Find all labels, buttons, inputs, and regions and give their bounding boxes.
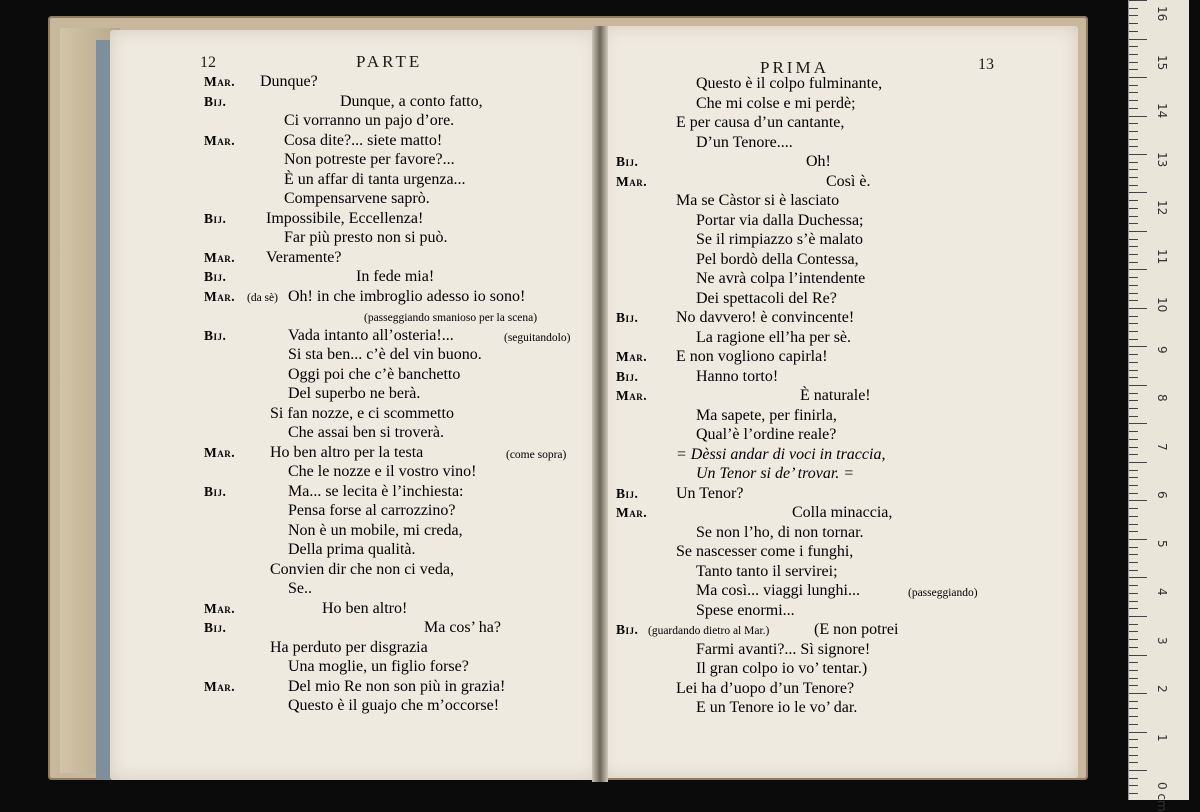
ruler-label: 2 [1155,685,1169,693]
speaker-label: Mar. [204,249,236,265]
ruler-tick [1129,362,1138,363]
ruler-tick [1129,316,1138,317]
text-line [0,698,1200,718]
verse-text: Compensarvene saprò. [284,190,430,207]
ruler-tick [1129,269,1147,270]
verse-text: E per causa d’un cantante, [676,114,845,131]
text-line [0,94,1200,114]
verse-text: Una moglie, un figlio forse? [288,658,469,675]
text-line [0,640,1200,660]
ruler-tick [1129,208,1138,209]
ruler-tick [1129,778,1138,779]
text-line [0,581,1200,601]
speaker-label: Mar. [204,74,236,89]
ruler-tick [1129,254,1138,255]
ruler-tick [1129,485,1138,486]
verse-text: Se non l’ho, di non tornar. [696,523,864,541]
speaker-label: Bij. [616,622,639,637]
ruler-tick [1129,77,1147,78]
ruler-tick [1129,747,1138,748]
speaker-label: Mar. [204,600,236,616]
verse-text: Che le nozze e il vostro vino! [288,463,477,480]
verse-text: È naturale! [800,387,871,404]
verse-text: Se nascesser come i funghi, [676,543,854,560]
verse-text: Dunque? [260,73,318,90]
ruler-tick [1129,716,1138,717]
ruler-tick [1129,439,1138,440]
ruler-tick [1129,300,1138,301]
ruler-tick [1129,670,1138,671]
text-line [0,367,1200,387]
ruler-tick [1129,678,1138,679]
verse-text: Portar via dalla Duchessa; [696,211,864,229]
stage-direction: (guardando dietro al Mar.) [648,625,770,637]
verse-text: D’un Tenore.... [696,133,793,151]
ruler-tick [1129,447,1138,448]
ruler-tick [1129,547,1138,548]
verse-text: Ci vorranno un pajo d’ore. [284,112,455,129]
ruler-tick [1129,8,1138,9]
text-line [0,289,1200,309]
text-line [0,503,1200,523]
ruler-tick [1129,139,1138,140]
ruler-tick [1129,262,1138,263]
verse-text: Convien dir che non ci veda, [270,560,454,578]
ruler-tick [1129,423,1147,424]
ruler-tick [1129,570,1138,571]
verse-text: Non potreste per favore?... [284,151,455,168]
ruler-tick [1129,0,1147,1]
speaker-label: Mar. [616,349,648,364]
ruler-label: 15 [1155,54,1169,70]
ruler-tick [1129,593,1138,594]
ruler-tick [1129,116,1147,117]
ruler-tick [1129,146,1138,147]
ruler-label: 11 [1155,248,1169,264]
ruler-tick [1129,192,1147,193]
ruler-tick [1129,85,1138,86]
verse-text: (E non potrei [814,621,899,638]
ruler-tick [1129,177,1138,178]
verse-text: Lei ha d’uopo d’un Tenore? [676,679,855,697]
verse-text: Se.. [288,580,312,597]
ruler-label: 4 [1155,588,1169,596]
verse-text: Ho ben altro per la testa [270,443,424,461]
ruler-tick [1129,708,1138,709]
ruler-label: 14 [1155,103,1169,119]
ruler-label: 13 [1155,151,1169,167]
text-line [0,172,1200,192]
ruler-tick [1129,185,1138,186]
ruler-tick [1129,454,1138,455]
verse-text: Ma così... viaggi lunghi... [696,582,860,599]
ruler-label: 5 [1155,539,1169,548]
verse-text: Un Tenor si de’ trovar. = [696,465,855,482]
ruler-tick [1129,562,1138,563]
ruler-tick [1129,46,1138,47]
ruler-tick [1129,31,1138,32]
speaker-label: Bij. [616,368,639,384]
verse-text: Oh! [806,153,831,170]
verse-text: Ma cos’ ha? [424,619,501,636]
ruler-tick [1129,577,1147,578]
ruler-tick [1129,308,1147,309]
verse-text: Farmi avanti?... Sì signore! [696,640,871,658]
ruler-label: 3 [1155,636,1169,645]
speaker-label: Mar. [616,388,648,403]
ruler-tick [1129,354,1138,355]
ruler-tick [1129,624,1138,625]
text-line [0,211,1200,231]
verse-text: Non è un mobile, mi creda, [288,521,463,539]
speaker-label: Bij. [616,310,639,325]
ruler-tick [1129,346,1147,347]
text-line [0,406,1200,426]
ruler-tick [1129,516,1138,517]
ruler-tick [1129,724,1138,725]
verse-text: Si fan nozze, e ci scommetto [270,404,454,422]
ruler-tick [1129,385,1147,386]
ruler-tick [1129,655,1147,656]
verse-text: Del superbo ne berà. [288,385,421,402]
ruler-tick [1129,770,1147,771]
verse-text: Ne avrà colpa l’intendente [696,270,866,287]
verse-text: Pel bordò della Contessa, [696,250,859,268]
ruler-tick [1129,231,1147,232]
text-line [0,484,1200,504]
ruler-tick [1129,370,1138,371]
verse-text: Questo è il colpo fulminante, [696,75,883,92]
speaker-label: Mar. [616,505,648,520]
text-line [0,386,1200,406]
measurement-ruler [1128,0,1189,812]
ruler-tick [1129,701,1138,702]
verse-text: È un affar di tanta urgenza... [284,170,466,188]
ruler-tick [1129,477,1138,478]
ruler-tick [1129,200,1138,201]
verse-text: Oh! in che imbroglio adesso io sono! [288,287,526,305]
text-line [0,250,1200,270]
ruler-tick [1129,647,1138,648]
ruler-label: 9 [1155,345,1169,354]
verse-text: Cosa dite?... siete matto! [284,131,443,149]
ruler-tick [1129,100,1138,101]
ruler-tick [1129,524,1138,525]
verse-text: In fede mia! [356,268,435,285]
speaker-label: Mar. [204,288,236,304]
verse-text: Impossibile, Eccellenza! [266,209,424,227]
ruler-tick [1129,685,1138,686]
ruler-tick [1129,462,1147,463]
stage-direction: (seguitandolo) [504,331,571,344]
ruler-tick [1129,377,1138,378]
verse-text: Il gran colpo io vo’ tentar.) [696,660,868,677]
speaker-label: Bij. [204,327,227,343]
right-page-number: 13 [978,56,994,73]
ruler-tick [1129,393,1138,394]
ruler-tick [1129,431,1138,432]
ruler-tick [1129,39,1147,40]
ruler-label: 8 [1155,394,1169,402]
verse-text: Della prima qualità. [288,541,416,558]
verse-text: Se il rimpiazzo s’è malato [696,231,864,248]
text-line [0,152,1200,172]
ruler-tick [1129,493,1138,494]
ruler-tick [1129,162,1138,163]
verse-text: E non vogliono capirla! [676,348,828,365]
ruler-tick [1129,223,1138,224]
ruler-tick [1129,23,1138,24]
ruler-label: 1 [1155,733,1169,742]
stage-direction: (passeggiando) [908,587,978,599]
speaker-label: Mar. [204,132,236,148]
ruler-tick [1129,631,1138,632]
verse-text: Pensa forse al carrozzino? [288,502,456,519]
speaker-label: Mar. [616,173,648,189]
text-line [0,620,1200,640]
verse-text: No davvero! è convincente! [676,309,855,326]
ruler-tick [1129,285,1138,286]
verse-text: = Dèssi andar di voci in traccia, [676,445,886,463]
text-line [0,601,1200,621]
speaker-label: Bij. [616,485,639,501]
ruler-tick [1129,108,1138,109]
ruler-tick [1129,69,1138,70]
ruler-label: 16 [1155,6,1169,22]
verse-text: Dunque, a conto fatto, [340,92,483,110]
text-line [0,679,1200,699]
ruler-tick [1129,323,1138,324]
ruler-tick [1129,131,1138,132]
ruler-tick [1129,732,1147,733]
ruler-tick [1129,785,1138,786]
verse-text: Tanto tanto il servirei; [696,562,838,580]
verse-text: Che mi colse e mi perdè; [696,94,856,112]
verse-text: Del mio Re non son più in grazia! [288,677,506,695]
speaker-label: Bij. [616,154,639,169]
verse-text: Ma se Càstor si è lasciato [676,192,840,209]
ruler-tick [1129,169,1138,170]
verse-text: La ragione ell’ha per sè. [696,328,852,346]
text-line [0,113,1200,133]
speaker-label: Bij. [204,210,227,226]
ruler-label: 6 [1155,491,1169,499]
ruler-tick [1129,123,1138,124]
ruler-tick [1129,539,1147,540]
ruler-tick [1129,54,1138,55]
verse-text: Che assai ben si troverà. [288,424,444,441]
left-running-header: PARTE [356,52,423,71]
ruler-tick [1129,755,1138,756]
ruler-label: 7 [1155,442,1169,451]
speaker-label: Mar. [204,444,236,460]
speaker-label: Bij. [204,269,227,284]
text-line [0,464,1200,484]
text-line [0,442,1200,465]
ruler-tick [1129,616,1147,617]
verse-text: Questo è il guajo che m’occorse! [288,697,500,714]
verse-text: E un Tenore io le vo’ dar. [696,699,858,716]
ruler-tick [1129,154,1147,155]
ruler-tick [1129,762,1138,763]
text-line [0,74,1200,94]
text-line [0,133,1200,153]
ruler-tick [1129,331,1138,332]
ruler-tick [1129,793,1138,794]
ruler-label: 10 [1155,297,1169,313]
verse-text: Ma... se lecita è l’inchiesta: [288,482,464,500]
ruler-tick [1129,408,1138,409]
verse-text: Si sta ben... c’è del vin buono. [288,346,482,363]
speaker-label: Bij. [204,93,227,109]
ruler-tick [1129,554,1138,555]
left-page-number: 12 [200,54,216,71]
text-line [0,562,1200,582]
verse-text: Spese enormi... [696,601,795,619]
ruler-tick [1129,293,1138,294]
ruler-tick [1129,693,1147,694]
text-line [0,269,1200,289]
verse-text: Qual’è l’ordine reale? [696,426,837,443]
text-line [0,191,1200,211]
speaker-label: Mar. [204,678,236,694]
speaker-label: Bij. [204,620,227,635]
verse-text: Ho ben altro! [322,599,408,617]
verse-text: Ma sapete, per finirla, [696,406,837,424]
ruler-tick [1129,339,1138,340]
verse-text: Ha perduto per disgrazia [270,638,428,656]
ruler-tick [1129,508,1138,509]
stage-direction: (da sè) [247,291,278,304]
verse-text: Così è. [826,172,871,190]
text-line [0,659,1200,679]
ruler-tick [1129,216,1138,217]
text-line [0,523,1200,543]
verse-text: Dei spettacoli del Re? [696,289,837,307]
text-line [0,230,1200,250]
stage-direction: (come sopra) [506,448,567,461]
ruler-tick [1129,585,1138,586]
ruler-tick [1129,277,1138,278]
text-line [0,347,1200,367]
text-line [0,539,1200,562]
ruler-tick [1129,400,1138,401]
verse-text: Far più presto non si può. [284,229,448,246]
text-line [0,425,1200,445]
text-line [0,308,1200,328]
verse-text: Vada intanto all’osteria!... [288,326,454,344]
ruler-label: 12 [1155,200,1169,216]
ruler-tick [1129,239,1138,240]
speaker-label: Bij. [204,483,227,499]
ruler-tick [1129,416,1138,417]
ruler-tick [1129,15,1138,16]
verse-text: Hanno torto! [696,367,779,385]
ruler-tick [1129,662,1138,663]
verse-text: Colla minaccia, [792,504,893,521]
ruler-tick [1129,531,1138,532]
ruler-label: 0 cm [1155,782,1169,812]
verse-text: Oggi poi che c’è banchetto [288,365,461,383]
ruler-tick [1129,62,1138,63]
ruler-tick [1129,739,1138,740]
verse-text: Un Tenor? [676,484,744,502]
stage-direction: (passeggiando smanioso per la scena) [364,312,538,324]
ruler-tick [1129,608,1138,609]
ruler-tick [1129,470,1138,471]
ruler-tick [1129,246,1138,247]
ruler-tick [1129,500,1147,501]
ruler-tick [1129,92,1138,93]
verse-text: Veramente? [266,248,342,266]
right-running-header: PRIMA [760,58,829,77]
ruler-tick [1129,639,1138,640]
text-line [0,328,1200,348]
ruler-tick [1129,601,1138,602]
